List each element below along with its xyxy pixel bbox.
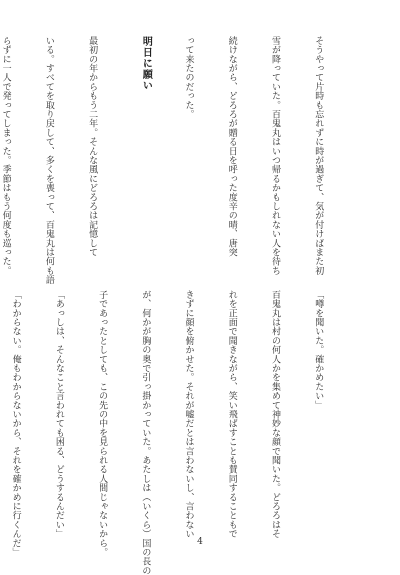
top-text-block [0,36,354,285]
text-line: そうやって片時も忘れずに時が過ぎて、気が付けばまた初 [313,36,324,276]
text-line: 百鬼丸は村の何人かを集めて神妙な顔で聞いた。どろろはそ [269,290,280,539]
bottom-text-block [10,290,354,575]
story-title: 明日に願い [140,36,152,91]
text-line: って来たのだった。 [183,36,194,119]
text-line: 雪が降っていた。百鬼丸はいつ帰るかもしれない人を待ち [269,36,280,276]
text-line: 「わからない。俺もわからないから、それを確かめに行くんだ」 [10,290,21,557]
text-line: が、何かが胸の奥で引っ掛かっていた。あたしは（いくら）国の長の [140,290,151,575]
page-number: 4 [197,537,203,547]
text-line: れを正面で聞きながら、笑い飛ばすことも賛同することもで [226,290,237,539]
text-line: 子であったとしても、この先の中を見られる人間じゃないから。 [97,290,108,557]
text-line: いる。すべてを取り戻して、多くを喪って、百鬼丸は何も語 [43,36,54,285]
text-line: きずに顔を俯かせた。それが嘘だとは言わないし、言わない [183,290,194,539]
text-line: 「あっしは、そんなこと言われても困る、どうするんだい」 [53,290,64,539]
text-line: 続けながら、どろろが贈る日を呼った度辛の晴、唐突 [226,36,237,257]
text-line: 最初の年からもう二年。そんな風にどろろは記憶して [87,36,98,257]
text-line: 「噂を聞いた。確かめたい」 [313,290,324,410]
text-line: らずに一人で発ってしまった。季節はもう何度も巡った。 [0,36,11,276]
